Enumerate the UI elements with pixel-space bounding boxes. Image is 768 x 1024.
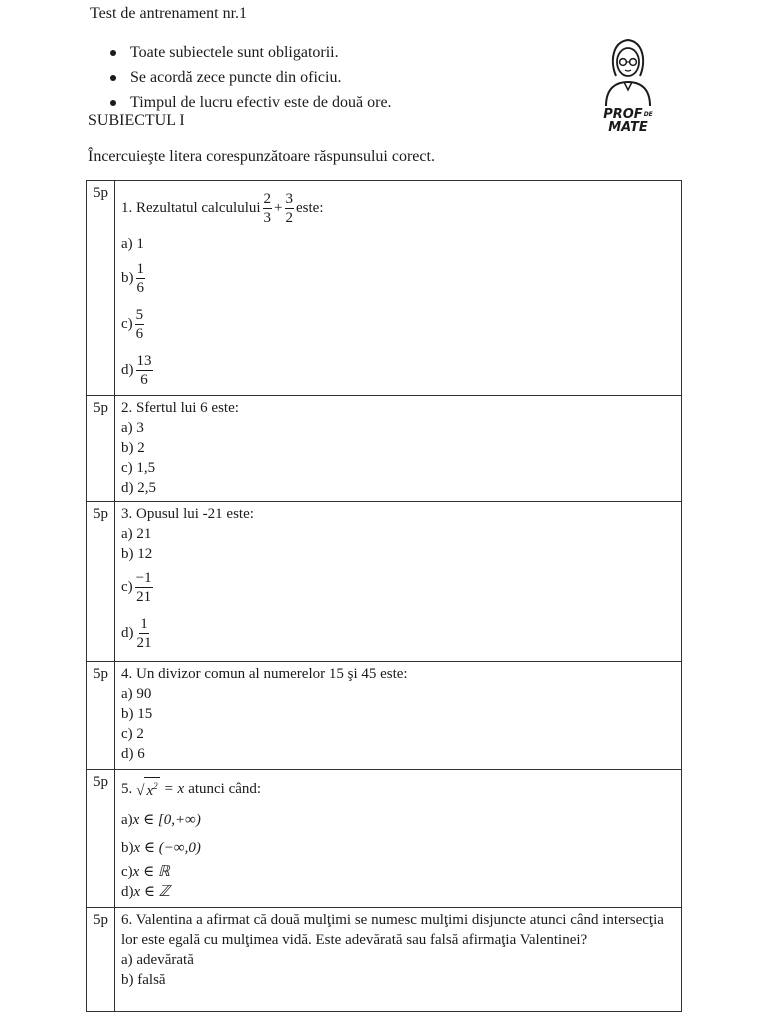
option-b: b) falsă	[121, 972, 166, 988]
instruction-item: Se acordă zece puncte din oficiu.	[90, 65, 392, 90]
denominator: 3	[263, 209, 272, 226]
teacher-avatar-icon	[592, 32, 664, 108]
option-expression: x ∈ [0,+∞)	[132, 812, 201, 828]
option-c	[121, 564, 681, 610]
instruction-item: Toate subiectele sunt obligatorii.	[90, 40, 392, 65]
option-b	[121, 255, 681, 301]
option-label: c)	[121, 578, 133, 595]
logo-line2: MATE	[608, 120, 648, 135]
fraction	[136, 352, 153, 389]
option-label: c)	[121, 864, 133, 880]
option-label: a)	[121, 812, 133, 828]
question-row-6	[87, 908, 682, 1012]
option-expression: x ∈ ℤ	[133, 884, 170, 900]
question-text: 2. Sfertul lui 6 este:	[121, 400, 239, 416]
fraction	[285, 190, 295, 227]
question-prefix: 5.	[121, 781, 133, 797]
denominator: 6	[140, 371, 148, 388]
option-label: d)	[121, 884, 134, 900]
denominator: 6	[136, 279, 144, 296]
option-label: b)	[121, 840, 134, 856]
question-prefix: 1. Rezultatul calculului	[121, 200, 261, 216]
question-text: 4. Un divizor comun al numerelor 15 şi 45 este:	[121, 666, 408, 682]
page-margin-left	[0, 0, 80, 1024]
option-d	[121, 882, 681, 902]
logo-de: DE	[643, 111, 653, 118]
option-c	[121, 301, 681, 347]
question-text: 6. Valentina a afirmat că două mulţimi se numesc mulţimi disjuncte atunci când intersecţia lor este egală cu mulţimea vidă. Este adevărată sau falsă afirmaţia Valentinei?	[121, 912, 664, 948]
question-cell	[115, 181, 682, 396]
denominator: 21	[136, 588, 152, 605]
fraction	[136, 615, 153, 652]
numerator: 13	[136, 352, 152, 369]
instructions-list	[90, 40, 392, 115]
option-a: a) adevărată	[121, 952, 194, 968]
option-expression: x ∈ (−∞,0)	[133, 840, 201, 856]
operator: +	[274, 200, 283, 216]
option-b	[121, 834, 681, 862]
question-row-4	[87, 662, 682, 770]
points-cell: 5p	[87, 181, 115, 396]
question-text: 3. Opusul lui -21 este:	[121, 506, 254, 522]
points-cell: 5p	[87, 662, 115, 770]
option-label: c)	[121, 315, 133, 332]
option-label: b)	[121, 269, 134, 286]
question-cell	[115, 502, 682, 662]
option-a	[121, 806, 681, 834]
fraction	[136, 260, 146, 297]
question-cell	[115, 908, 682, 1012]
option-a: a) 90	[121, 686, 152, 702]
question-row-3	[87, 502, 682, 662]
question-row-2	[87, 396, 682, 502]
numerator: 1	[136, 260, 144, 277]
option-b: b) 12	[121, 546, 153, 562]
test-title: Test de antrenament nr.1	[90, 5, 248, 22]
question-cell	[115, 662, 682, 770]
denominator: 6	[135, 325, 144, 342]
fraction	[263, 190, 273, 227]
denominator: 21	[136, 634, 152, 651]
logo-wordmark	[592, 108, 664, 134]
logo-line1: PROF	[603, 107, 643, 122]
numerator: 2	[263, 190, 272, 207]
instruction-item: Timpul de lucru efectiv este de două ore.	[90, 90, 392, 115]
option-label: d)	[121, 361, 134, 378]
task-instruction: Încercuieşte litera corespunzătoare răspunsului corect.	[88, 148, 435, 165]
question-cell	[115, 396, 682, 502]
question-row-5	[87, 770, 682, 908]
numerator: 1	[140, 615, 148, 632]
exponent: 2	[153, 781, 158, 791]
question-text	[121, 183, 681, 233]
option-d	[121, 610, 681, 656]
points-cell: 5p	[87, 770, 115, 908]
option-c: c) 2	[121, 726, 144, 742]
profdemate-logo	[592, 32, 664, 142]
option-d: d) 6	[121, 746, 145, 762]
numerator: −1	[135, 569, 152, 586]
questions-table	[86, 180, 682, 1012]
question-cell	[115, 770, 682, 908]
option-a: a) 1	[121, 236, 144, 252]
option-a: a) 3	[121, 420, 144, 436]
option-d: d) 2,5	[121, 480, 156, 496]
option-d	[121, 347, 681, 393]
equation-rhs: = x	[163, 781, 185, 797]
option-expression: x ∈ ℝ	[132, 864, 170, 880]
denominator: 2	[285, 209, 294, 226]
radicand: x	[146, 783, 154, 799]
points-cell: 5p	[87, 396, 115, 502]
numerator: 3	[285, 190, 294, 207]
option-label: d)	[121, 624, 134, 641]
option-c	[121, 862, 681, 882]
question-row-1	[87, 181, 682, 396]
numerator: 5	[135, 306, 144, 323]
option-c: c) 1,5	[121, 460, 156, 476]
question-suffix: este:	[296, 200, 324, 216]
option-b: b) 2	[121, 440, 145, 456]
sqrt-expression: √ $x^2$	[136, 777, 159, 801]
points-cell: 5p	[87, 908, 115, 1012]
option-b: b) 15	[121, 706, 153, 722]
points-cell: 5p	[87, 502, 115, 662]
question-suffix: atunci când:	[188, 781, 262, 797]
option-a: a) 21	[121, 526, 152, 542]
fraction	[135, 569, 153, 606]
fraction	[135, 306, 145, 343]
subject-heading: SUBIECTUL I	[88, 112, 185, 129]
question-text	[121, 772, 681, 806]
